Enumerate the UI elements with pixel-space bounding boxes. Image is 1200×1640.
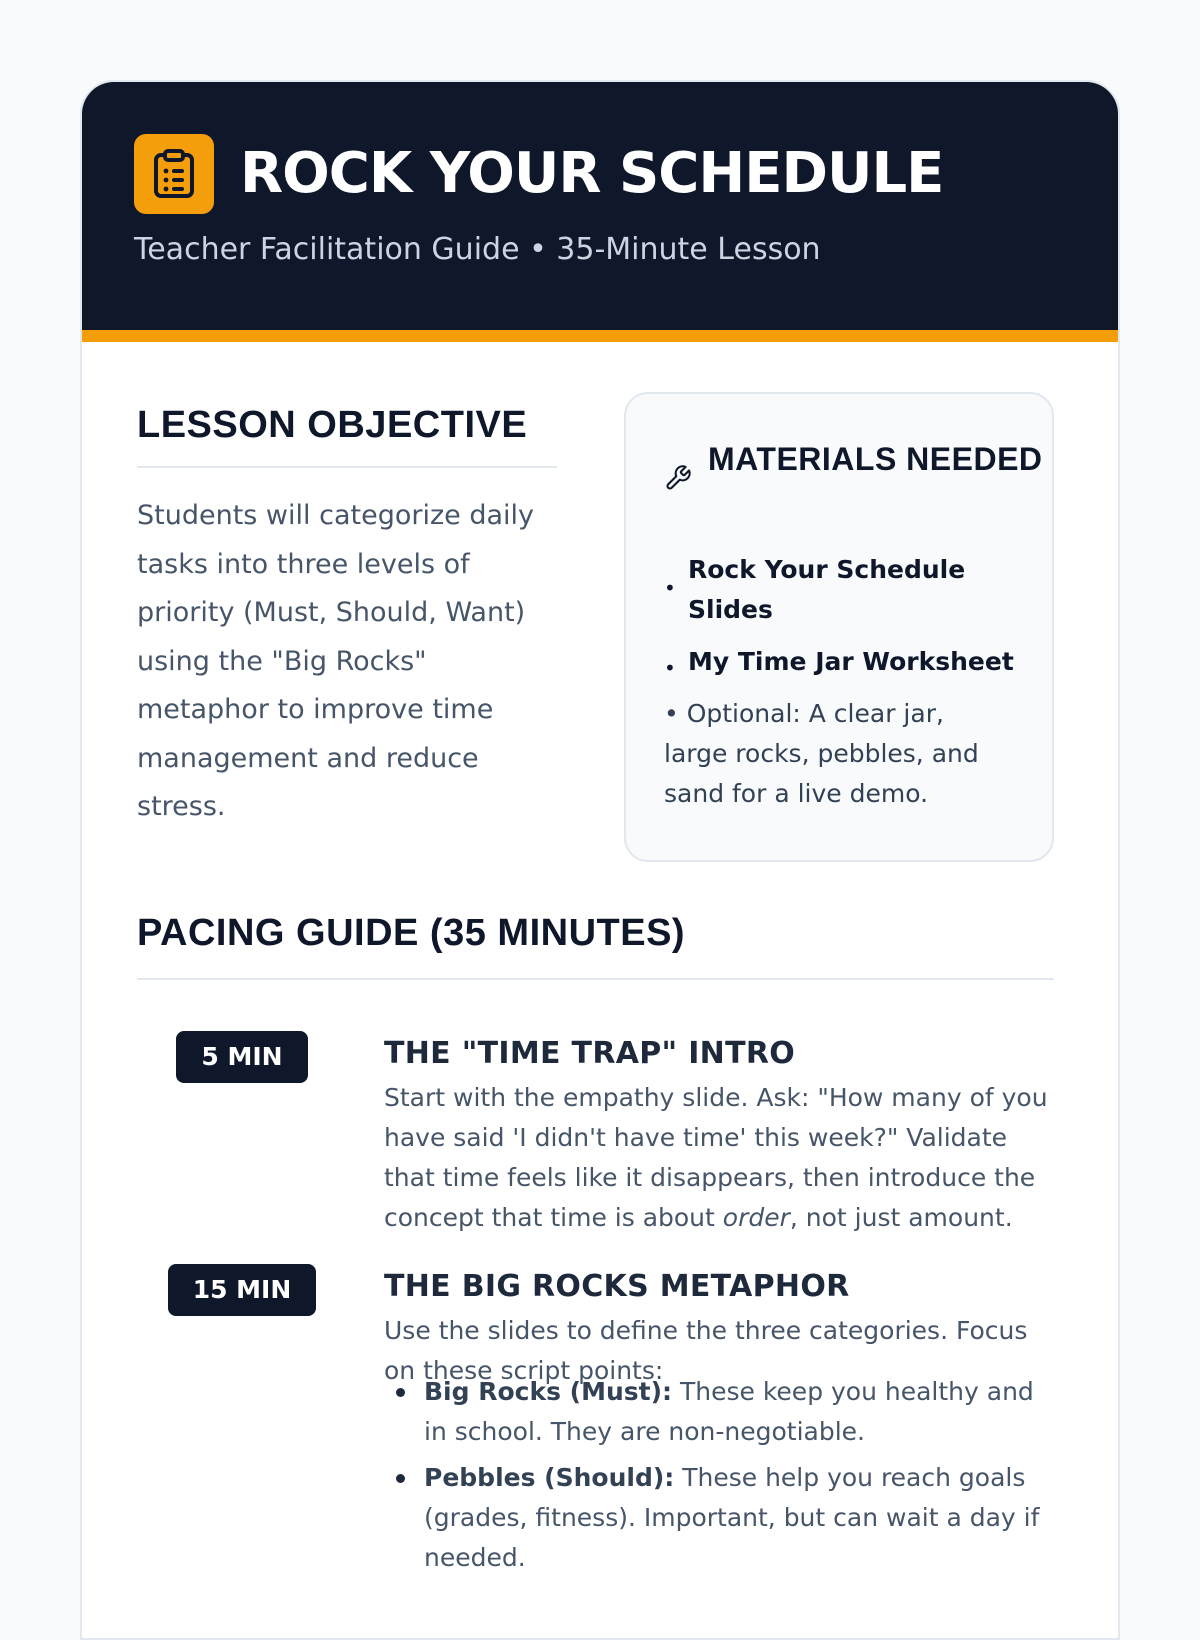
materials-item: • Optional: A clear jar, large rocks, pebbles, and sand for a live demo. — [664, 699, 979, 808]
duration-badge: 5 MIN — [176, 1031, 308, 1083]
list-item: Big Rocks (Must): These keep you healthy and in school. They are non-negotiable. — [384, 1372, 1064, 1452]
step-title: THE BIG ROCKS METAPHOR — [384, 1269, 850, 1304]
materials-item: Rock Your Schedule Slides — [688, 555, 966, 624]
pacing-heading: PACING GUIDE (35 MINUTES) — [137, 912, 686, 954]
materials-heading: MATERIALS NEEDED — [708, 441, 1043, 477]
wrench-icon — [664, 464, 692, 496]
step-description: Use the slides to define the three categories. Focus on these script points: — [384, 1316, 1028, 1385]
pacing-divider — [137, 978, 1054, 980]
page-title: ROCK YOUR SCHEDULE — [240, 141, 944, 206]
bullet: • — [664, 576, 676, 600]
clipboard-icon — [134, 134, 214, 214]
step-title: THE "TIME TRAP" INTRO — [384, 1036, 796, 1071]
duration-badge: 15 MIN — [168, 1264, 316, 1316]
script-points — [384, 1372, 1064, 1584]
list-item: Pebbles (Should): These help you reach goals (grades, fitness). Important, but can wait a day if needed. — [384, 1458, 1064, 1578]
header-accent-bar — [82, 330, 1120, 342]
objective-text: Students will categorize daily tasks into three levels of priority (Must, Should, Want) using the "Big Rocks" metaphor to improve time management and reduce stress. — [137, 500, 534, 822]
lesson-card — [80, 80, 1120, 1640]
bullet: • — [664, 656, 676, 680]
materials-item: My Time Jar Worksheet — [688, 647, 1014, 676]
materials-panel — [624, 392, 1054, 862]
objective-heading: LESSON OBJECTIVE — [137, 404, 528, 446]
objective-divider — [137, 466, 557, 468]
header — [82, 82, 1120, 330]
step-description: Start with the empathy slide. Ask: "How many of you have said 'I didn't have time' this week?" Validate that time feels like it disappears, then introduce the concept that time is about order, not just amount. — [384, 1083, 1048, 1232]
page-subtitle: Teacher Facilitation Guide • 35-Minute Lesson — [134, 232, 821, 267]
